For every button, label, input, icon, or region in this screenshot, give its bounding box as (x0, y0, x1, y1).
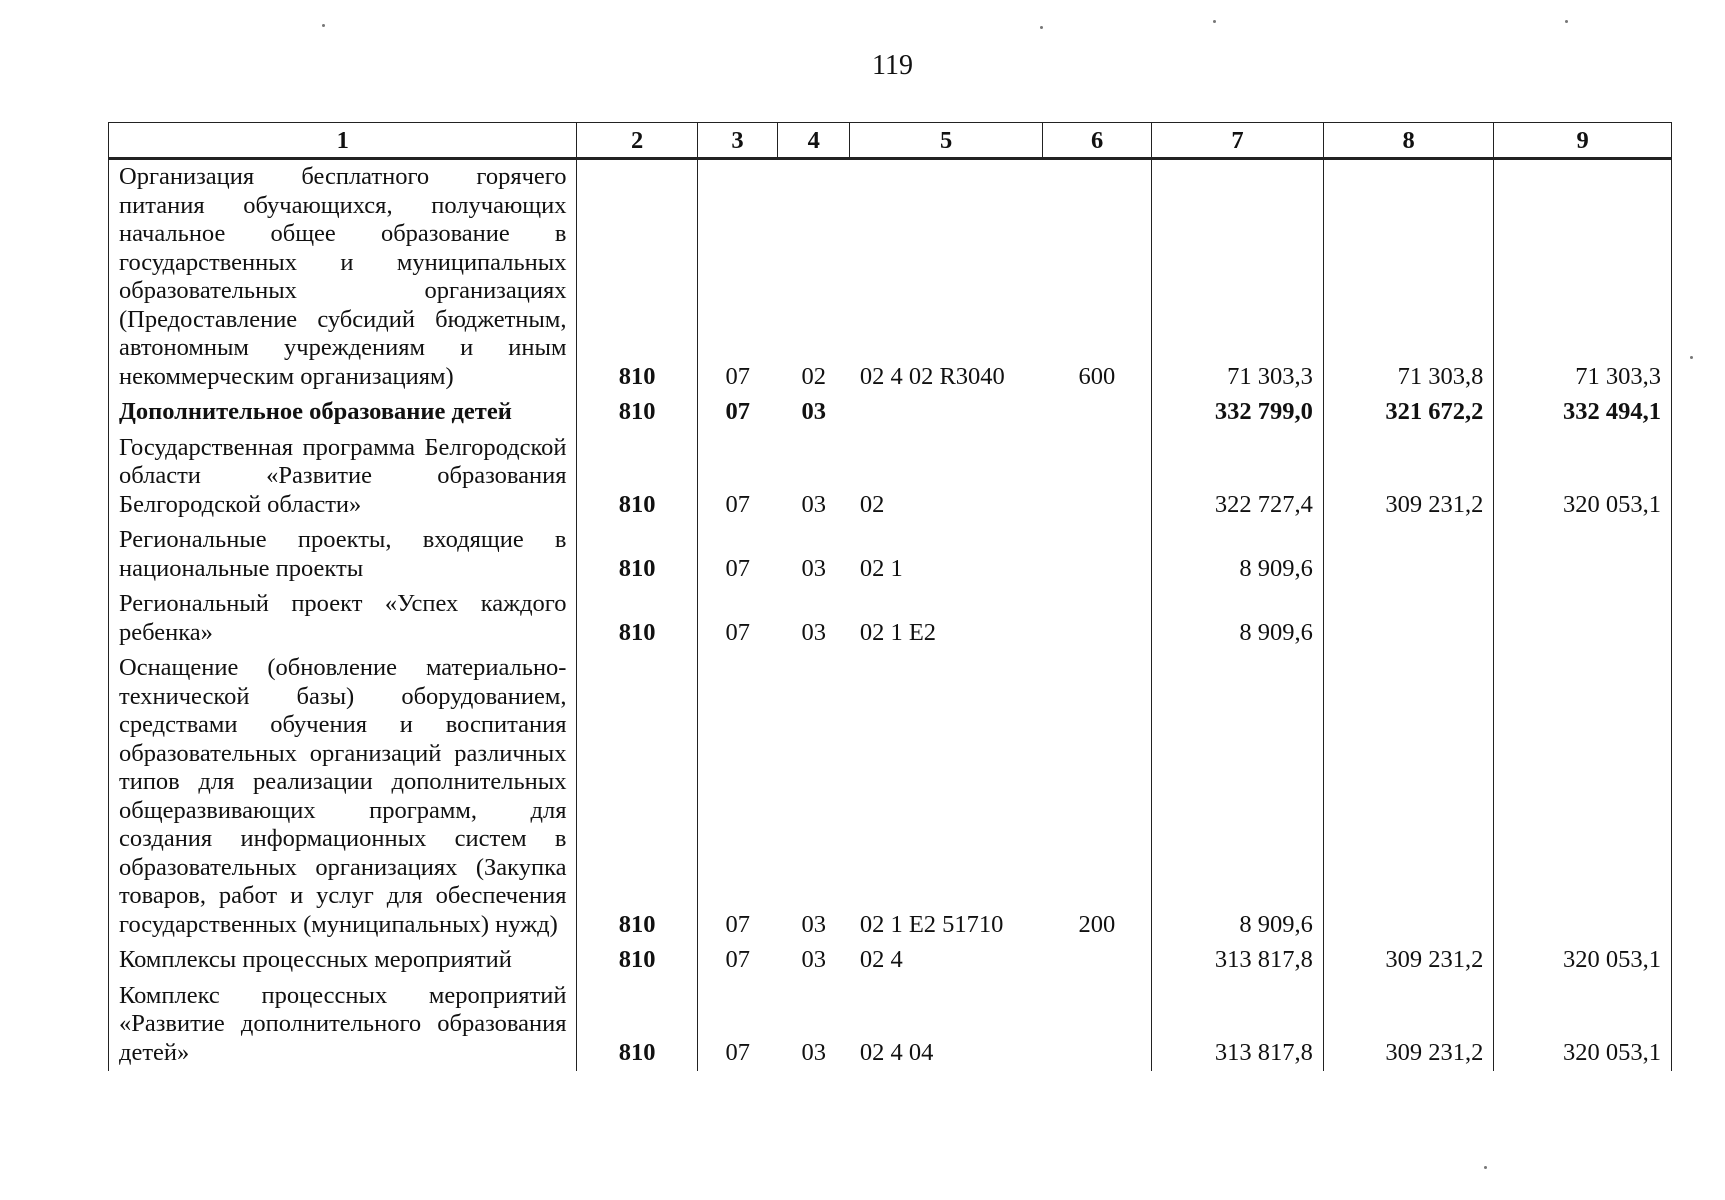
table-row (109, 979, 1672, 1072)
amount-col8 (1323, 651, 1494, 943)
amount-col9: 71 303,3 (1494, 159, 1672, 396)
amount-col9: 320 053,1 (1494, 431, 1672, 524)
column-header: 4 (778, 123, 850, 159)
expense-type-code (1042, 395, 1151, 431)
column-header: 1 (109, 123, 577, 159)
page-number: 119 (872, 50, 913, 81)
section-code: 07 (725, 490, 750, 518)
target-article-code: 02 1 E2 (859, 618, 937, 646)
scan-speck (1484, 1166, 1487, 1169)
expense-type-code (1042, 943, 1151, 979)
amount-col9 (1494, 587, 1672, 651)
expense-type-code: 200 (1042, 651, 1151, 943)
column-header: 2 (577, 123, 697, 159)
expense-type-code (1042, 587, 1151, 651)
ministry-code: 810 (577, 587, 697, 651)
amount-col9: 320 053,1 (1494, 943, 1672, 979)
amount-col7: 71 303,3 (1152, 159, 1324, 396)
amount-col9: 332 494,1 (1494, 395, 1672, 431)
table-row (109, 943, 1672, 979)
ministry-code: 810 (577, 943, 697, 979)
amount-col7: 332 799,0 (1152, 395, 1324, 431)
scan-speck (1213, 20, 1216, 23)
amount-col8: 309 231,2 (1323, 431, 1494, 524)
row-name: Оснащение (обновление материально-технической базы) оборудованием, средствами обучения и воспитания образовательных организаций различных типов для реализации дополнительных общеразвивающих программ, для создания информационных систем в образовательных организациях (Закупка товаров, работ и услуг для обеспечения государственных (муниципальных) нужд) (109, 651, 577, 943)
row-name: Региональные проекты, входящие в национальные проекты (109, 523, 577, 587)
amount-col7: 322 727,4 (1152, 431, 1324, 524)
subsection-code: 03 (801, 910, 826, 938)
column-header: 3 (697, 123, 777, 159)
scan-speck (322, 24, 325, 27)
amount-col7: 8 909,6 (1152, 587, 1324, 651)
table-row (109, 159, 1672, 396)
scan-speck (1040, 26, 1043, 29)
table-row (109, 587, 1672, 651)
ministry-code: 810 (577, 651, 697, 943)
row-name: Государственная программа Белгородской области «Развитие образования Белгородской области» (109, 431, 577, 524)
amount-col9 (1494, 523, 1672, 587)
expense-type-code (1042, 523, 1151, 587)
table-body (109, 159, 1672, 1072)
table-row (109, 431, 1672, 524)
amount-col7: 313 817,8 (1152, 943, 1324, 979)
amount-col8: 321 672,2 (1323, 395, 1494, 431)
row-name: Дополнительное образование детей (109, 395, 577, 431)
section-code: 07 (725, 398, 750, 425)
row-name: Организация бесплатного горячего питания обучающихся, получающих начальное общее образование в государственных и муниципальных образовательных организациях (Предоставление субсидий бюджетным, автономным учреждениям и иным некоммерческим организациям) (109, 159, 577, 396)
column-header: 9 (1494, 123, 1672, 159)
section-code: 07 (725, 946, 750, 973)
target-article-code: 02 (859, 490, 885, 518)
ministry-code: 810 (577, 979, 697, 1072)
section-code: 07 (725, 554, 750, 582)
row-name: Региональный проект «Успех каждого ребенка» (109, 587, 577, 651)
column-header: 7 (1152, 123, 1324, 159)
column-header: 5 (850, 123, 1043, 159)
scan-speck (1690, 356, 1693, 359)
scan-speck (1565, 20, 1568, 23)
target-article-code: 02 1 E2 51710 (859, 910, 1004, 938)
header-row (109, 123, 1672, 159)
row-name: Комплекс процессных мероприятий «Развитие дополнительного образования детей» (109, 979, 577, 1072)
amount-col8 (1323, 523, 1494, 587)
expense-type-code (1042, 979, 1151, 1072)
section-code: 07 (725, 362, 750, 390)
subsection-code: 03 (801, 946, 826, 973)
target-article-code: 02 4 04 (859, 1038, 934, 1066)
amount-col7: 8 909,6 (1152, 651, 1324, 943)
target-article-code: 02 1 (859, 554, 903, 582)
table-row (109, 651, 1672, 943)
amount-col8 (1323, 587, 1494, 651)
amount-col7: 8 909,6 (1152, 523, 1324, 587)
ministry-code: 810 (577, 395, 697, 431)
budget-table (108, 122, 1672, 1071)
section-code: 07 (725, 618, 750, 646)
ministry-code: 810 (577, 159, 697, 396)
table-row (109, 395, 1672, 431)
subsection-code: 03 (801, 490, 826, 518)
section-code: 07 (725, 1038, 750, 1066)
target-article-code (850, 395, 1043, 431)
expense-type-code: 600 (1042, 159, 1151, 396)
ministry-code: 810 (577, 431, 697, 524)
ministry-code: 810 (577, 523, 697, 587)
amount-col8: 309 231,2 (1323, 979, 1494, 1072)
subsection-code: 03 (801, 398, 826, 425)
subsection-code: 03 (801, 554, 826, 582)
column-header: 6 (1042, 123, 1151, 159)
column-header: 8 (1323, 123, 1494, 159)
target-article-code: 02 4 02 R3040 (859, 362, 1005, 390)
amount-col9: 320 053,1 (1494, 979, 1672, 1072)
table-row (109, 523, 1672, 587)
subsection-code: 03 (801, 1038, 826, 1066)
expense-type-code (1042, 431, 1151, 524)
target-article-code: 02 4 (859, 946, 903, 973)
section-code: 07 (725, 910, 750, 938)
row-name: Комплексы процессных мероприятий (109, 943, 577, 979)
amount-col8: 71 303,8 (1323, 159, 1494, 396)
subsection-code: 03 (801, 618, 826, 646)
amount-col9 (1494, 651, 1672, 943)
amount-col7: 313 817,8 (1152, 979, 1324, 1072)
subsection-code: 02 (801, 362, 826, 390)
amount-col8: 309 231,2 (1323, 943, 1494, 979)
